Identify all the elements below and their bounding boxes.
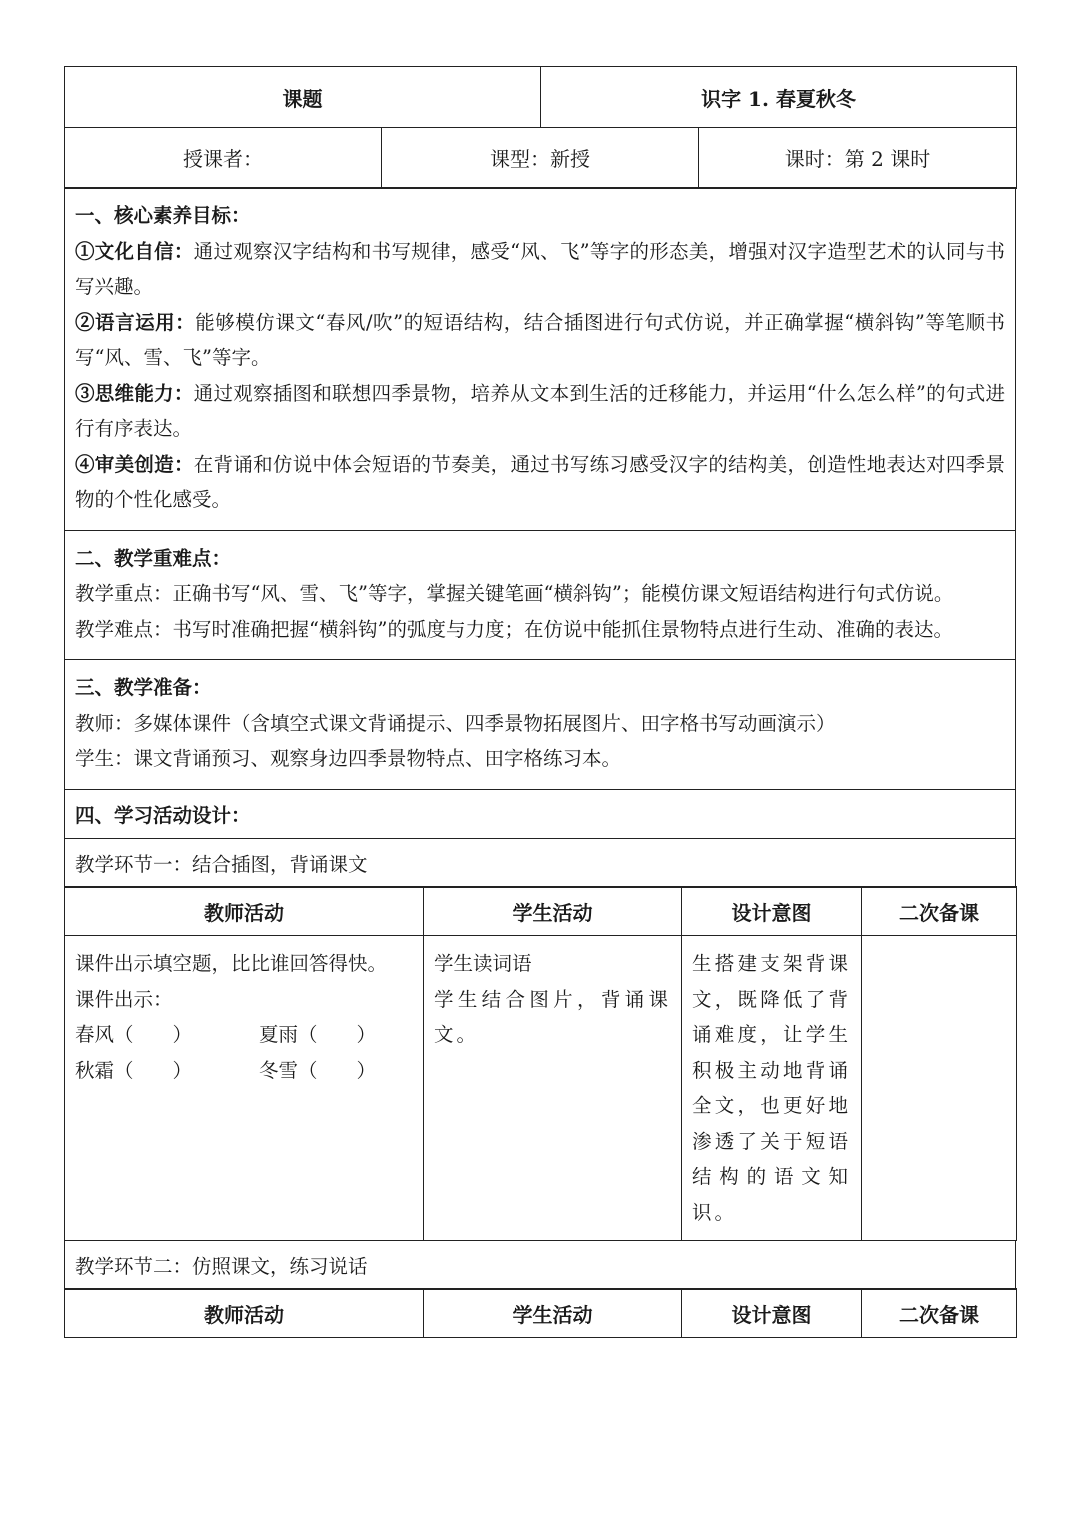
phase1-table — [64, 886, 1017, 1241]
lesson-type: 课型：新授 — [382, 127, 699, 188]
phase2-title-table — [64, 1240, 1016, 1290]
keypoints-heading: 二、教学重难点： — [75, 546, 232, 570]
col-teacher-activity: 教师活动 — [65, 887, 424, 936]
phase1-intent-cell: 生搭建支架背课文，既降低了背诵难度，让学生积极主动地背诵全文，也更好地渗透了关于短语结构的语文知识。 — [682, 936, 862, 1241]
fill-blank: 夏雨（ ） — [259, 1023, 377, 1046]
sections-table — [64, 187, 1016, 888]
goals-section — [65, 188, 1016, 531]
col-design-intent: 设计意图 — [682, 1289, 862, 1338]
col-teacher-activity: 教师活动 — [65, 1289, 424, 1338]
goal-item: ①文化自信：通过观察汉字结构和书写规律，感受“风、飞”等字的形态美，增强对汉字造型艺术的认同与书写兴趣。 — [75, 239, 1005, 298]
phase1-title: 教学环节一：结合插图，背诵课文 — [65, 838, 1016, 887]
col-second-prep: 二次备课 — [862, 1289, 1017, 1338]
title-label: 课题 — [65, 67, 541, 128]
header-table — [64, 66, 1017, 128]
phase2-title: 教学环节二：仿照课文，练习说话 — [65, 1240, 1016, 1289]
lesson-plan-sheet — [64, 66, 1016, 1338]
phase2-table — [64, 1288, 1017, 1338]
fill-blank: 冬雪（ ） — [259, 1058, 377, 1082]
title-value: 识字 1. 春夏秋冬 — [541, 67, 1017, 128]
keypoints-section — [65, 530, 1016, 660]
keypoint-difficulty: 教学难点：书写时准确把握“横斜钩”的弧度与力度；在仿说中能抓住景物特点进行生动、准确的表达。 — [75, 617, 953, 641]
meta-table — [64, 127, 1017, 189]
phase1-notes-cell — [862, 936, 1017, 1241]
keypoint-focus: 教学重点：正确书写“风、雪、飞”等字，掌握关键笔画“横斜钩”；能模仿课文短语结构进行句式仿说。 — [75, 582, 954, 605]
goals-heading: 一、核心素养目标： — [75, 204, 251, 227]
goal-item: ②语言运用：能够模仿课文“春风/吹”的短语结构，结合插图进行句式仿说，并正确掌握“横斜钩”等笔顺书写“风、雪、飞”等字。 — [75, 310, 1005, 369]
col-second-prep: 二次备课 — [862, 887, 1017, 936]
col-design-intent: 设计意图 — [682, 887, 862, 936]
prep-teacher: 教师：多媒体课件（含填空式课文背诵提示、四季景物拓展图片、田字格书写动画演示） — [75, 711, 836, 735]
activities-heading: 四、学习活动设计： — [65, 789, 1016, 838]
prep-student: 学生：课文背诵预习、观察身边四季景物特点、田字格练习本。 — [75, 747, 622, 770]
fill-blank: 秋霜（ ） — [75, 1058, 193, 1082]
col-student-activity: 学生活动 — [424, 1289, 682, 1338]
prep-section — [65, 660, 1016, 790]
lesson-period: 课时：第 2 课时 — [699, 127, 1017, 188]
goal-item: ③思维能力：通过观察插图和联想四季景物，培养从文本到生活的迁移能力，并运用“什么怎么样”的句式进行有序表达。 — [75, 381, 1005, 440]
fill-blank: 春风（ ） — [75, 1023, 193, 1046]
prep-heading: 三、教学准备： — [75, 676, 212, 699]
phase1-teacher-cell: 课件出示填空题，比比谁回答得快。 课件出示： 春风（ ） 夏雨（ ） 秋霜（ ） 冬雪（ ） — [65, 936, 424, 1241]
goal-item: ④审美创造：在背诵和仿说中体会短语的节奏美，通过书写练习感受汉字的结构美，创造性地表达对四季景物的个性化感受。 — [75, 452, 1005, 511]
fill-blank-list — [75, 1017, 413, 1088]
phase1-student-cell: 学生读词语 学生结合图片，背诵课文。 — [424, 936, 682, 1241]
col-student-activity: 学生活动 — [424, 887, 682, 936]
teacher-label: 授课者： — [65, 127, 382, 188]
